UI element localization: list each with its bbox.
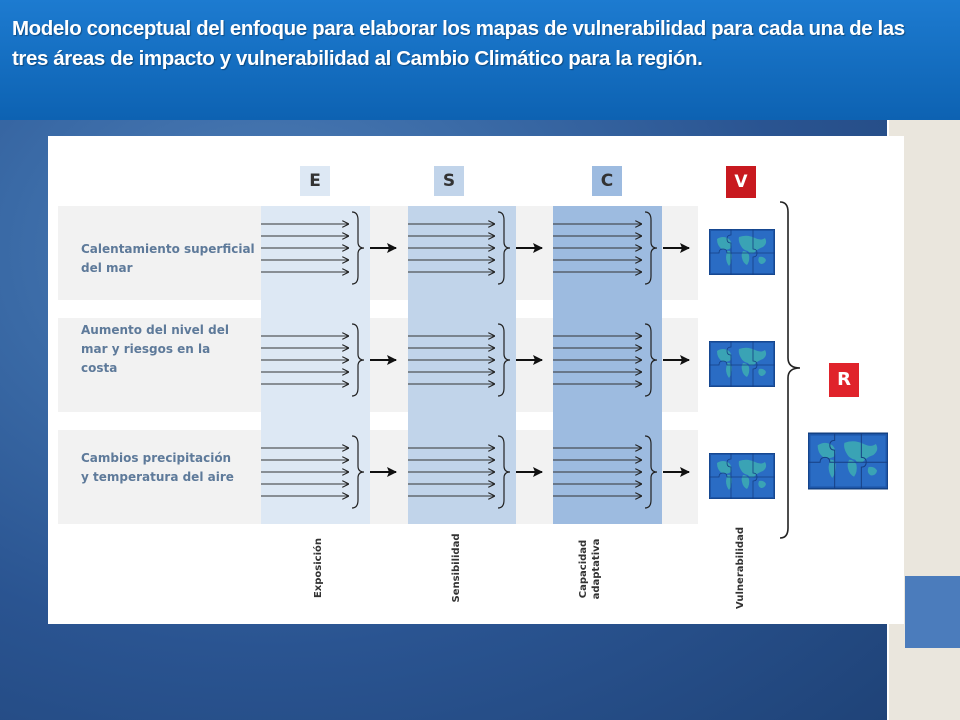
row-label-precipitation: Cambios precipitación y temperatura del aire: [81, 451, 234, 484]
column-label-capacity: Capacidad adaptativa: [578, 538, 602, 600]
result-bracket: [780, 202, 800, 538]
exposure-column: [261, 206, 370, 524]
diagram-panel: [48, 136, 904, 624]
capacity-column: [553, 206, 662, 524]
column-header-sensitivity: S: [434, 166, 464, 196]
side-accent-block: [905, 576, 960, 648]
row-label-sea-warming: Calentamiento superficial del mar: [81, 242, 255, 275]
column-label-vulnerability: Vulnerabilidad: [735, 526, 746, 610]
diagram-canvas: [48, 136, 904, 624]
slide-title: Modelo conceptual del enfoque para elaborar los mapas de vulnerabilidad para cada una de las tres áreas de impacto y vulnerabilidad al Cambio Climático para la región.: [12, 17, 905, 70]
row-label-sea-level: Aumento del nivel del mar y riesgos en la costa: [81, 323, 229, 375]
sensitivity-column: [408, 206, 516, 524]
title-bar: [0, 0, 960, 120]
result-box: R: [829, 363, 859, 397]
column-header-capacity: C: [592, 166, 622, 196]
column-header-vulnerability: V: [726, 166, 756, 198]
column-label-exposure: Exposición: [313, 537, 324, 599]
column-header-exposure: E: [300, 166, 330, 196]
column-label-sensitivity: Sensibilidad: [451, 533, 462, 603]
